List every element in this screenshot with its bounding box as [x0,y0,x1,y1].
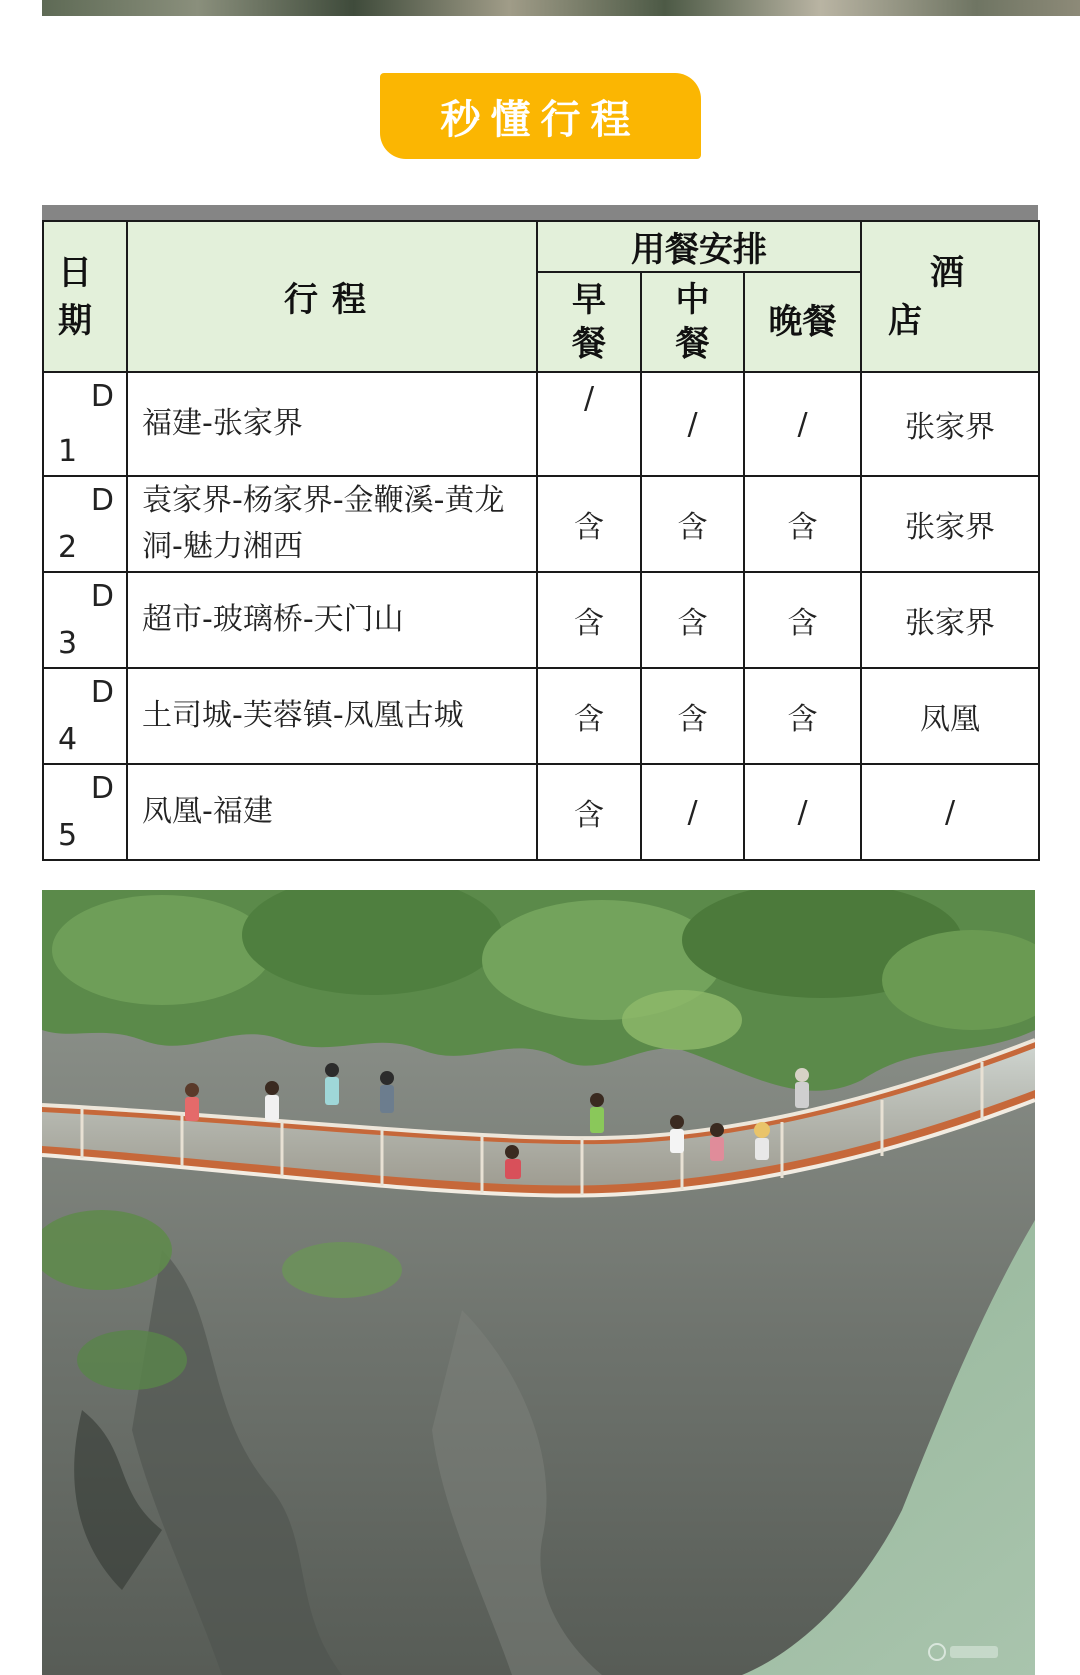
dinner-cell: 含 [744,476,861,572]
breakfast-cell: 含 [537,476,641,572]
header-meals: 用餐安排 [537,221,861,272]
header-lunch: 中 餐 [641,272,744,372]
lunch-cell: 含 [641,572,744,668]
lunch-cell: / [641,764,744,860]
table-row [43,476,1039,572]
day-cell: D 5 [43,764,127,860]
section-title: 秒懂行程 [440,96,641,143]
hotel-cell: 张家界 [861,372,1039,476]
hotel-cell: 凤凰 [861,668,1039,764]
section-title-badge [380,73,701,159]
route-cell: 福建-张家界 [127,372,537,476]
day-cell: D 3 [43,572,127,668]
route-cell: 土司城-芙蓉镇-凤凰古城 [127,668,537,764]
header-hotel: 酒 店 [861,221,1039,372]
dinner-cell: 含 [744,668,861,764]
route-cell: 袁家界-杨家界-金鞭溪-黄龙洞-魅力湘西 [127,476,537,572]
lunch-cell: 含 [641,668,744,764]
route-cell: 超市-玻璃桥-天门山 [127,572,537,668]
cliff-walkway-photo [42,890,1035,1675]
hotel-cell: / [861,764,1039,860]
hotel-cell: 张家界 [861,572,1039,668]
breakfast-cell: 含 [537,764,641,860]
day-cell: D 4 [43,668,127,764]
table-row [43,572,1039,668]
lunch-cell: 含 [641,476,744,572]
table-top-bar [42,205,1038,221]
breakfast-cell: 含 [537,668,641,764]
header-breakfast: 早 餐 [537,272,641,372]
top-scenic-photo [42,0,1080,16]
day-cell: D 2 [43,476,127,572]
table-row [43,764,1039,860]
dinner-cell: / [744,764,861,860]
dinner-cell: 含 [744,572,861,668]
table-row [43,668,1039,764]
day-cell: D 1 [43,372,127,476]
hotel-cell: 张家界 [861,476,1039,572]
breakfast-cell: 含 [537,572,641,668]
header-route: 行程 [127,221,537,372]
cliff-walkway-illustration [42,890,1035,1675]
header-dinner: 晚餐 [744,272,861,372]
route-cell: 凤凰-福建 [127,764,537,860]
lunch-cell: / [641,372,744,476]
header-day: 日 期 [43,221,127,372]
itinerary-table [42,220,1040,861]
dinner-cell: / [744,372,861,476]
table-row [43,372,1039,476]
breakfast-cell: / [537,372,641,476]
